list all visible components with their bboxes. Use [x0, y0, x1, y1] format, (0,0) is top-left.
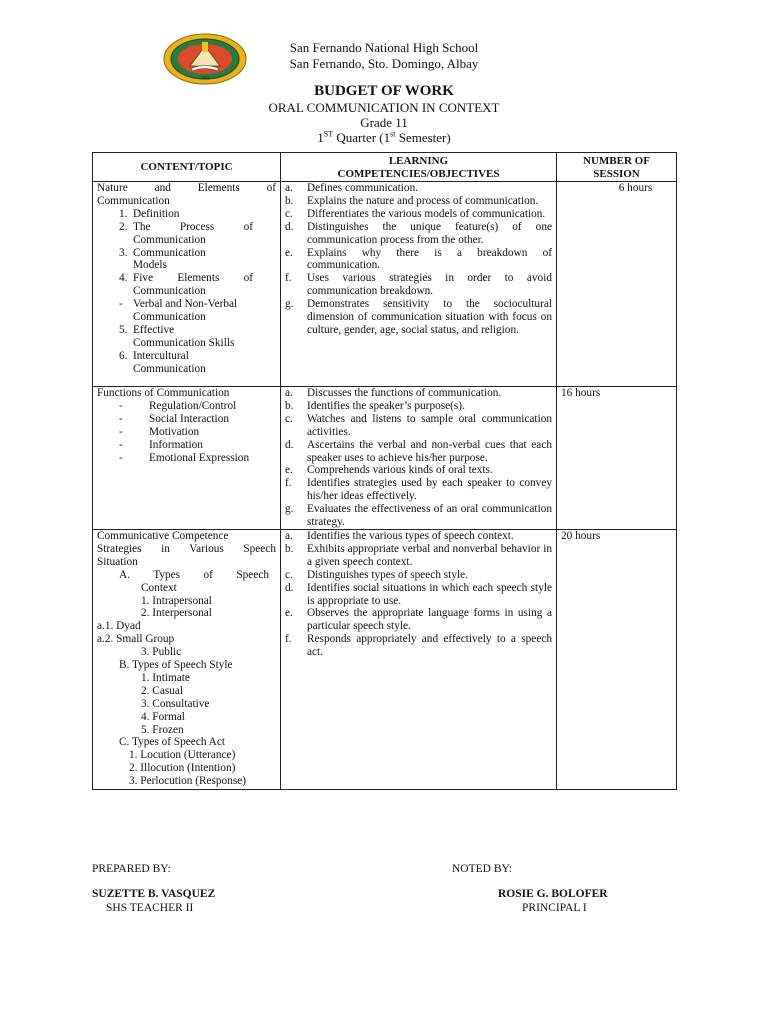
- header-competencies: LEARNING COMPETENCIES/OBJECTIVES: [281, 153, 557, 182]
- objective-item: f. Identifies strategies used by each speaker to convey his/her ideas effectively.: [285, 477, 552, 503]
- noter-name: ROSIE G. BOLOFER: [498, 888, 608, 900]
- objectives-cell: [281, 182, 557, 387]
- objective-item: a. Identifies the various types of speech context.: [285, 529, 514, 542]
- svg-text:1961: 1961: [200, 75, 210, 80]
- objective-item: a. Defines communication.: [285, 182, 419, 194]
- objective-item: b. Exhibits appropriate verbal and nonverbal behavior in a given speech context.: [285, 542, 552, 568]
- objective-item: g. Evaluates the effectiveness of an oral communication strategy.: [285, 503, 552, 529]
- session-hours: 6 hours: [618, 182, 653, 194]
- objective-item: b. Identifies the speaker’s purpose(s).: [285, 399, 465, 412]
- table-header-row: [93, 153, 677, 182]
- school-name: San Fernando National High School: [289, 40, 479, 55]
- objective-item: c. Differentiates the various models of communication.: [285, 207, 546, 220]
- table-row: [93, 529, 677, 789]
- preparer-title: SHS TEACHER II: [106, 902, 194, 914]
- grade-level: Grade 11: [360, 115, 408, 130]
- objective-item: d. Distinguishes the unique feature(s) of one communication process from the other.: [285, 220, 552, 246]
- budget-of-work-table: [92, 152, 677, 790]
- objective-item: d. Ascertains the verbal and non-verbal cues that each speaker uses to achieve his/her purpose.: [285, 438, 552, 464]
- topic-cell: Functions of Communication - Regulation/Control - Social Interaction - Motivation - Information - Emotional Expression: [93, 387, 281, 530]
- table-row: [93, 182, 677, 387]
- objective-item: e. Comprehends various kinds of oral texts.: [285, 464, 493, 477]
- school-info: [250, 40, 518, 72]
- objective-item: c. Watches and listens to sample oral communication activities.: [285, 412, 552, 438]
- table-row: [93, 387, 677, 530]
- quarter-semester: 1ST Quarter (1st Semester): [317, 129, 451, 145]
- objectives-cell: [281, 529, 557, 789]
- noted-by-label: NOTED BY:: [452, 863, 512, 875]
- objective-item: c. Distinguishes types of speech style.: [285, 568, 468, 581]
- objectives-cell: [281, 387, 557, 530]
- document-title: BUDGET OF WORK: [314, 83, 454, 99]
- topic-cell: Communicative Competence Strategies in Various Speech Situation A. Types of Speech Context 1. Intrapersonal 2. Interpersonal a.1. Dyad a.2. Small Group 3. Public B. Types of Speech Style 1. Intimate 2. Casual 3. Consultative 4. Formal 5. Frozen C. Types of Speech Act 1. Locution (Utterance) 2. Illocution (Intention) 3. Perlocution (Response): [93, 529, 281, 789]
- session-hours: 20 hours: [561, 529, 601, 542]
- title-block: [0, 82, 768, 145]
- school-address: San Fernando, Sto. Domingo, Albay: [289, 56, 479, 71]
- objective-item: f. Uses various strategies in order to avoid communication breakdown.: [285, 272, 552, 298]
- objective-item: f. Responds appropriately and effectively to a speech act.: [285, 633, 552, 659]
- subject-title: ORAL COMMUNICATION IN CONTEXT: [268, 100, 500, 115]
- sessions-cell: [557, 182, 677, 387]
- school-seal-logo: [162, 32, 248, 86]
- sessions-cell: [557, 387, 677, 530]
- objective-item: d. Identifies social situations in which each speech style is appropriate to use.: [285, 581, 552, 607]
- objective-item: e. Observes the appropriate language forms in using a particular speech style.: [285, 607, 552, 633]
- header-sessions: NUMBER OF SESSION: [557, 153, 677, 182]
- objective-item: b. Explains the nature and process of communication.: [285, 194, 539, 207]
- session-hours: 16 hours: [561, 387, 601, 399]
- header-content-topic: CONTENT/TOPIC: [93, 153, 281, 182]
- preparer-name: SUZETTE B. VASQUEZ: [92, 888, 216, 900]
- objective-item: g. Demonstrates sensitivity to the sociocultural dimension of communication situation with focus on culture, gender, age, social status, and religion.: [285, 298, 552, 336]
- sessions-cell: [557, 529, 677, 789]
- objective-item: e. Explains why there is a breakdown of communication.: [285, 246, 552, 272]
- topic-cell: Nature and Elements of Communication 1. Definition 2. The Process of Communication 3. Communication Models 4. Five Elements of Communication - Verbal and Non-Verbal Communication 5. Effective Communication Skills 6. Intercultural Communication: [93, 182, 281, 387]
- objective-item: a. Discusses the functions of communication.: [285, 387, 502, 399]
- prepared-by-label: PREPARED BY:: [92, 863, 171, 875]
- noter-title: PRINCIPAL I: [522, 902, 587, 914]
